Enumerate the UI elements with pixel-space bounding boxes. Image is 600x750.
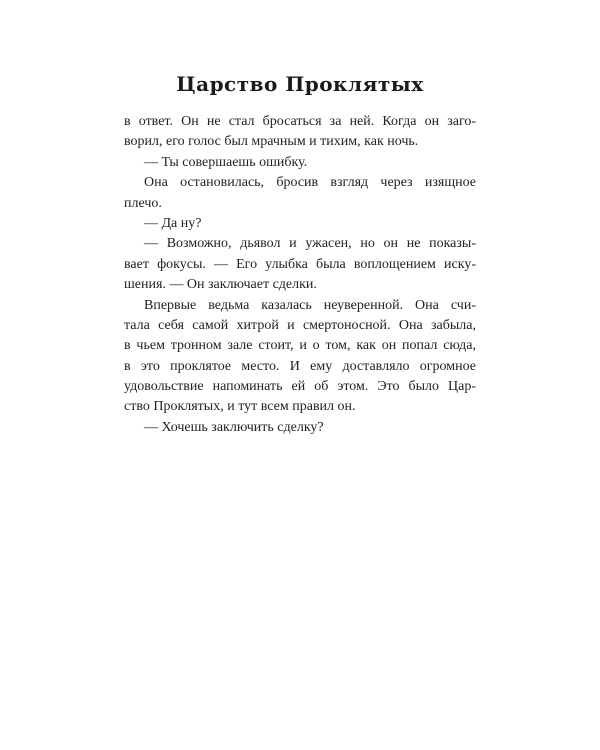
text-line: — Хочешь заключить сделку? xyxy=(144,419,324,435)
text-line: Она остановилась, бросив взгляд через изящное xyxy=(144,175,476,191)
text-line: в ответ. Он не стал бросаться за ней. Когда он заго- xyxy=(124,114,476,129)
body-text xyxy=(124,112,476,438)
text-line: в чьем тронном зале стоит, и о том, как он попал сюда, xyxy=(124,338,476,354)
text-line: ворил, его голос был мрачным и тихим, как ночь. xyxy=(124,134,419,150)
text-line: тала себя самой хитрой и смертоносной. Она забыла, xyxy=(124,317,476,333)
text-line: шения. — Он заключает сделки. xyxy=(124,277,317,293)
text-line: — Да ну? xyxy=(144,215,202,231)
text-line: Впервые ведьма казалась неуверенной. Она счи- xyxy=(144,297,476,313)
text-line: — Возможно, дьявол и ужасен, но он не показы- xyxy=(144,236,476,252)
text-line: — Ты совершаешь ошибку. xyxy=(144,154,308,170)
text-line: в это проклятое место. И ему доставляло огромное xyxy=(124,358,476,374)
text-line: плечо. xyxy=(124,195,162,211)
text-line: удовольствие напоминать ей об этом. Это было Цар- xyxy=(124,379,476,395)
text-line: вает фокусы. — Его улыбка была воплощением иску- xyxy=(124,256,476,272)
text-line: ство Проклятых, и тут всем правил он. xyxy=(124,399,356,415)
running-head-title: Царство Проклятых xyxy=(176,72,424,96)
